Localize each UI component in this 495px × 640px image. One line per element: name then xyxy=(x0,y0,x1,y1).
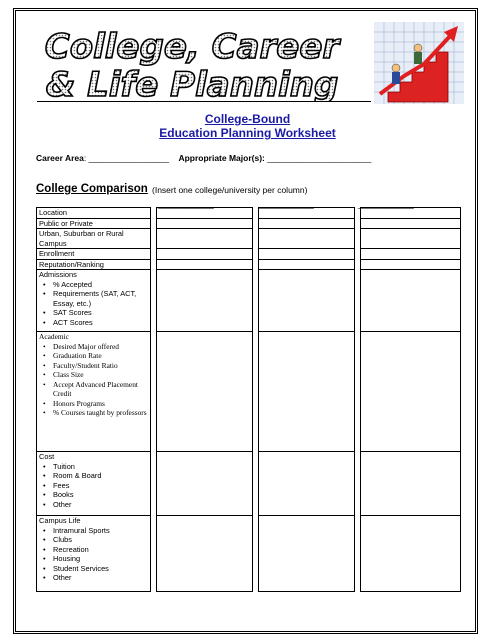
list-item: • Recreation xyxy=(53,545,148,555)
cell[interactable] xyxy=(259,270,355,332)
cell[interactable] xyxy=(361,516,461,592)
list-item: • Fees xyxy=(53,481,148,491)
table-row xyxy=(37,218,461,229)
row-label-public-private: Public or Private xyxy=(37,218,151,229)
table-row xyxy=(37,516,461,592)
header-title xyxy=(22,22,362,102)
list-item: • Books xyxy=(53,490,148,500)
list-item: • Other xyxy=(53,500,148,510)
list-item: • Other xyxy=(53,573,148,583)
cell[interactable] xyxy=(259,249,355,260)
row-label-campus-life: Campus Life xyxy=(39,516,81,525)
table-row xyxy=(37,332,461,452)
list-item: • SAT Scores xyxy=(53,308,148,318)
major-label: Appropriate Major(s): xyxy=(178,153,265,163)
list-item: • Class Size xyxy=(53,370,148,380)
table-row xyxy=(37,229,461,249)
row-label-enrollment: Enrollment xyxy=(37,249,151,260)
cell[interactable] xyxy=(259,208,355,219)
row-label-location: Location xyxy=(37,208,151,219)
cell[interactable] xyxy=(361,208,461,219)
career-area-label: Career Area xyxy=(36,153,84,163)
college-comparison-table xyxy=(36,207,461,592)
list-item: • Room & Board xyxy=(53,471,148,481)
cell[interactable] xyxy=(361,218,461,229)
row-label-cost: Cost xyxy=(39,452,55,461)
comparison-heading: College Comparison xyxy=(36,183,148,195)
list-item: • Intramural Sports xyxy=(53,526,148,536)
career-major-line xyxy=(36,153,371,163)
list-item: • Student Services xyxy=(53,564,148,574)
cell[interactable] xyxy=(361,259,461,270)
cell[interactable] xyxy=(157,452,253,516)
row-label-reputation: Reputation/Ranking xyxy=(37,259,151,270)
worksheet-title: College-Bound xyxy=(204,112,291,126)
list-item: • Accept Advanced Placement Credit xyxy=(53,380,148,399)
cell[interactable] xyxy=(157,249,253,260)
major-field[interactable]: ______________________ xyxy=(264,153,372,163)
cell[interactable] xyxy=(157,332,253,452)
table-row xyxy=(37,259,461,270)
cell[interactable] xyxy=(361,452,461,516)
cell[interactable] xyxy=(157,516,253,592)
row-academic xyxy=(37,332,151,452)
cell[interactable] xyxy=(157,229,253,249)
table-row xyxy=(37,452,461,516)
stairs-arrow-clipart xyxy=(374,22,464,104)
career-area-field[interactable]: : _________________ xyxy=(83,153,169,163)
list-item: • Requirements (SAT, ACT, Essay, etc.) xyxy=(53,289,148,308)
cell[interactable] xyxy=(361,249,461,260)
cell[interactable] xyxy=(259,218,355,229)
list-item: • Housing xyxy=(53,554,148,564)
row-label-setting: Urban, Suburban or Rural Campus xyxy=(37,229,151,249)
cell[interactable] xyxy=(259,259,355,270)
college-1-name-field[interactable]: ______________ xyxy=(158,200,214,209)
college-2-name-field[interactable]: ______________ xyxy=(258,200,314,209)
list-item: • % Accepted xyxy=(53,280,148,290)
table-row xyxy=(37,270,461,332)
table-row xyxy=(37,249,461,260)
cell[interactable] xyxy=(361,332,461,452)
list-item: • Graduation Rate xyxy=(53,351,148,361)
list-item: • % Courses taught by professors xyxy=(53,408,148,418)
worksheet-subtitle: Education Planning Worksheet xyxy=(159,126,336,140)
college-3-name-field[interactable]: ______________ xyxy=(358,200,414,209)
comparison-note: (Insert one college/university per column) xyxy=(152,185,308,195)
row-label-academic: Academic xyxy=(39,332,69,341)
row-label-admissions: Admissions xyxy=(39,270,77,279)
cell[interactable] xyxy=(157,208,253,219)
cell[interactable] xyxy=(259,452,355,516)
list-item: • Desired Major offered xyxy=(53,342,148,352)
header-rule xyxy=(37,101,371,102)
row-campus-life xyxy=(37,516,151,592)
cell[interactable] xyxy=(259,332,355,452)
cell[interactable] xyxy=(259,229,355,249)
title-line-1: College, Career xyxy=(44,27,340,67)
list-item: • Faculty/Student Ratio xyxy=(53,361,148,371)
cell[interactable] xyxy=(361,270,461,332)
table-row xyxy=(37,208,461,219)
row-cost xyxy=(37,452,151,516)
title-line-2: & Life Planning xyxy=(45,65,339,102)
list-item: • ACT Scores xyxy=(53,318,148,328)
list-item: • Tuition xyxy=(53,462,148,472)
cell[interactable] xyxy=(157,259,253,270)
cell[interactable] xyxy=(157,270,253,332)
cell[interactable] xyxy=(361,229,461,249)
list-item: • Clubs xyxy=(53,535,148,545)
row-admissions xyxy=(37,270,151,332)
list-item: • Honors Programs xyxy=(53,399,148,409)
cell[interactable] xyxy=(157,218,253,229)
cell[interactable] xyxy=(259,516,355,592)
